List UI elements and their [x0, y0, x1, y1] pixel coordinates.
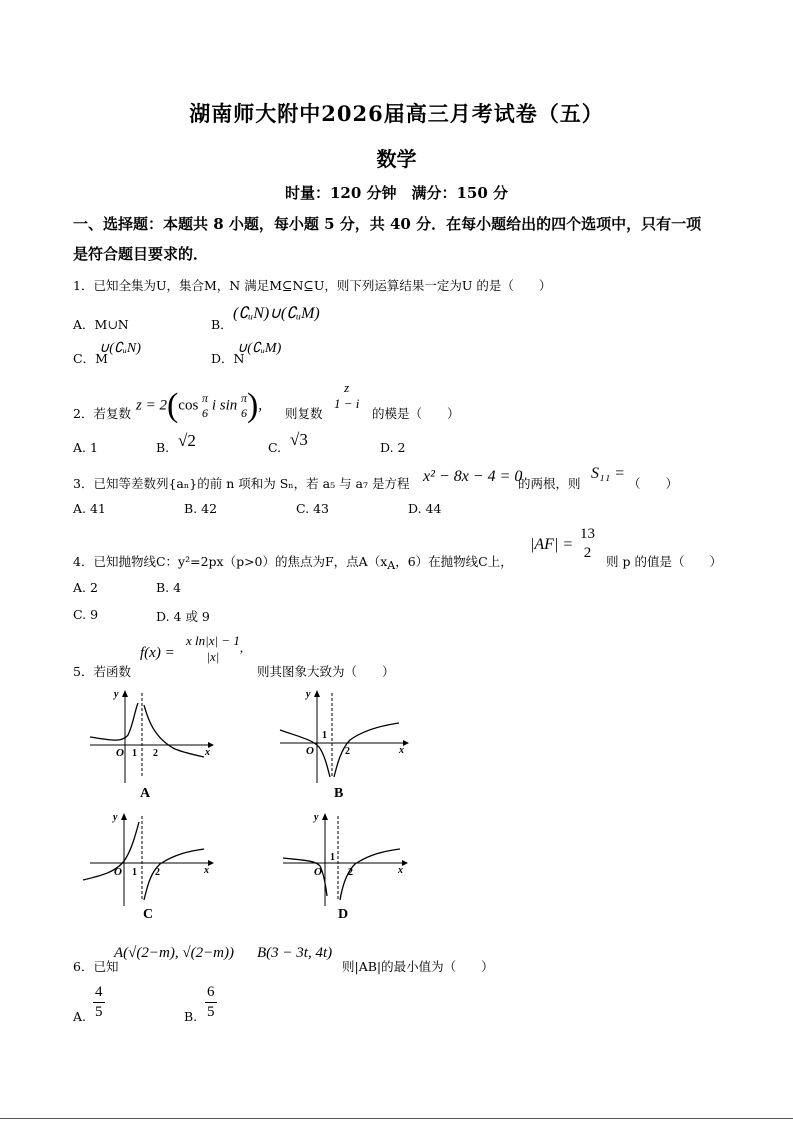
- q2-z-lhs: z = 2: [136, 397, 167, 414]
- q5-stem-prefix: 5．若函数: [73, 664, 131, 679]
- q2-fraction: [334, 380, 359, 413]
- q2-option-a: A. 1: [73, 440, 98, 455]
- q4-af: |AF| =: [530, 536, 574, 553]
- q2-six-2: 6: [241, 406, 247, 420]
- q2-option-c-value: √3: [290, 430, 308, 449]
- q2-pi-2: π: [241, 391, 248, 405]
- q1-option-a: A．M∪N: [73, 317, 129, 332]
- q2-frac-num: z: [344, 380, 350, 395]
- q5-b-axis-x: x: [399, 745, 404, 756]
- q5-a-tick1: 1: [132, 748, 137, 759]
- q5-c-origin: O: [114, 866, 122, 878]
- q1-stem: 1．已知全集为U，集合M，N 满足M⊆N⊆U，则下列运算结果一定为U 的是（ ）: [73, 278, 552, 293]
- q1-option-b-label: B．: [211, 317, 233, 332]
- q2-option-d: D. 2: [380, 440, 406, 455]
- q2-option-c-label: C.: [268, 440, 282, 455]
- q3-option-c: C. 43: [296, 501, 329, 516]
- q4-option-b: B. 4: [156, 580, 182, 595]
- q5-d-tick1: 1: [330, 852, 335, 863]
- exam-title: 湖南师大附中2026届高三月考试卷（五）: [189, 101, 604, 126]
- q5-graph-a: [80, 685, 215, 785]
- q6-stem-prefix: 6．已知: [73, 959, 119, 974]
- q5-graph-c-label: C: [143, 907, 154, 922]
- q3-option-a: A. 41: [73, 501, 106, 516]
- q5-c-tick1: 1: [132, 867, 137, 878]
- q4-option-d: D. 4 或 9: [156, 609, 210, 624]
- q5-c-axis-y: y: [113, 812, 118, 823]
- q2-option-b-value: √2: [178, 431, 196, 450]
- q6-point-a: A(√(2−m), √(2−m)): [114, 945, 235, 961]
- q5-a-axis-y: y: [114, 689, 119, 700]
- q6-option-a-fraction: [93, 983, 105, 1022]
- q4-stem-prefix: 4．已知抛物线C：y²=2px（p>0）的焦点为F，点A（xA，6）在抛物线C上，: [73, 554, 513, 572]
- exam-subject: 数学: [376, 147, 417, 171]
- exam-time-info: 时量：120 分钟 满分：150 分: [284, 184, 509, 202]
- q5-d-tick2: 2: [348, 867, 353, 878]
- q5-b-tick1: 1: [322, 730, 327, 741]
- q5-f-lhs: f(x) =: [140, 645, 175, 661]
- q1-option-d-label: D．N: [211, 351, 245, 366]
- q5-d-axis-x: x: [398, 865, 403, 876]
- q6-a-den: 5: [95, 1003, 103, 1020]
- q5-graph-c: [80, 808, 215, 908]
- q1-option-b-math: (∁ᵤN)∪(∁ᵤM): [233, 305, 320, 322]
- q1-option-c-math: ∪(∁ᵤN): [99, 341, 141, 356]
- q5-fraction: x ln|x| − 1 |x| ,: [186, 633, 244, 665]
- q6-b-num: 6: [205, 983, 217, 1003]
- q3-s11: S₁₁ =: [591, 465, 625, 482]
- q5-frac-den: |x|: [206, 649, 220, 665]
- q5-d-axis-y: y: [314, 812, 319, 823]
- q5-graph-d: [280, 808, 415, 908]
- q3-equation: x² − 8x − 4 = 0: [423, 468, 523, 485]
- q4-stem-suffix: 则 p 的值是（ ）: [606, 554, 722, 569]
- q4-option-c: C. 9: [73, 607, 99, 622]
- q1-option-d-math: ∪(∁ᵤM): [237, 341, 282, 356]
- page-bottom-rule: [0, 1118, 793, 1119]
- q5-graph-b-label: B: [334, 786, 344, 801]
- q5-c-tick2: 2: [155, 867, 160, 878]
- q2-pi-1: π: [202, 391, 209, 405]
- q5-a-axis-x: x: [205, 747, 210, 758]
- q4-option-a: A. 2: [73, 580, 98, 595]
- q2-isin: i sin: [211, 397, 238, 414]
- section-heading-line2: 是符合题目要求的．: [73, 245, 209, 263]
- q5-stem-suffix: 则其图象大致为（ ）: [257, 664, 395, 679]
- q2-frac-den: 1 − i: [334, 396, 360, 412]
- q2-formula: z = 2(cos π 6 i sin π 6 ),: [136, 387, 263, 424]
- q3-stem-mid: 的两根，则: [518, 476, 581, 491]
- q6-option-b-label: B.: [184, 1009, 198, 1024]
- q2-stem-suffix: 的模是（ ）: [372, 406, 460, 421]
- q3-stem-suffix: （ ）: [628, 476, 679, 491]
- q5-a-tick2: 2: [153, 748, 158, 759]
- q6-point-b: B(3 − 3t, 4t): [257, 945, 333, 961]
- q4-frac-den: 2: [583, 544, 592, 561]
- q3-stem-prefix: 3．已知等差数列{aₙ}的前 n 项和为 Sₙ，若 a₅ 与 a₇ 是方程: [73, 476, 410, 491]
- q6-option-b-fraction: [205, 983, 217, 1022]
- q5-graph-a-label: A: [140, 786, 151, 801]
- q5-a-origin: O: [116, 747, 124, 759]
- q5-d-origin: O: [314, 866, 322, 878]
- q2-stem-mid: 则复数: [285, 406, 323, 421]
- q5-b-axis-y: y: [306, 689, 311, 700]
- q6-b-den: 5: [207, 1003, 215, 1020]
- q2-cos: cos: [178, 397, 199, 414]
- q2-option-b-label: B.: [156, 440, 170, 455]
- q6-a-num: 4: [93, 983, 105, 1003]
- q6-stem-suffix: 则|AB|的最小值为（ ）: [342, 959, 494, 974]
- q5-graph-d-label: D: [338, 907, 349, 922]
- q1-option-c-label: C．M: [73, 351, 108, 366]
- q4-fraction: [580, 525, 595, 563]
- q6-option-a-label: A.: [73, 1009, 87, 1024]
- q5-graph-b: [275, 685, 410, 785]
- q3-option-d: D. 44: [408, 501, 442, 516]
- q5-frac-num: x ln|x| − 1: [186, 633, 240, 648]
- q2-six-1: 6: [202, 406, 209, 420]
- q3-option-b: B. 42: [184, 501, 218, 516]
- section-heading-line1: 一、选择题：本题共 8 小题，每小题 5 分，共 40 分．在每小题给出的四个选项中，只有一项: [73, 215, 702, 233]
- q2-stem-prefix: 2．若复数: [73, 406, 131, 421]
- q5-b-tick2: 2: [345, 746, 350, 757]
- q4-frac-num: 13: [580, 526, 595, 542]
- q5-c-axis-x: x: [204, 865, 209, 876]
- q5-b-origin: O: [306, 745, 314, 757]
